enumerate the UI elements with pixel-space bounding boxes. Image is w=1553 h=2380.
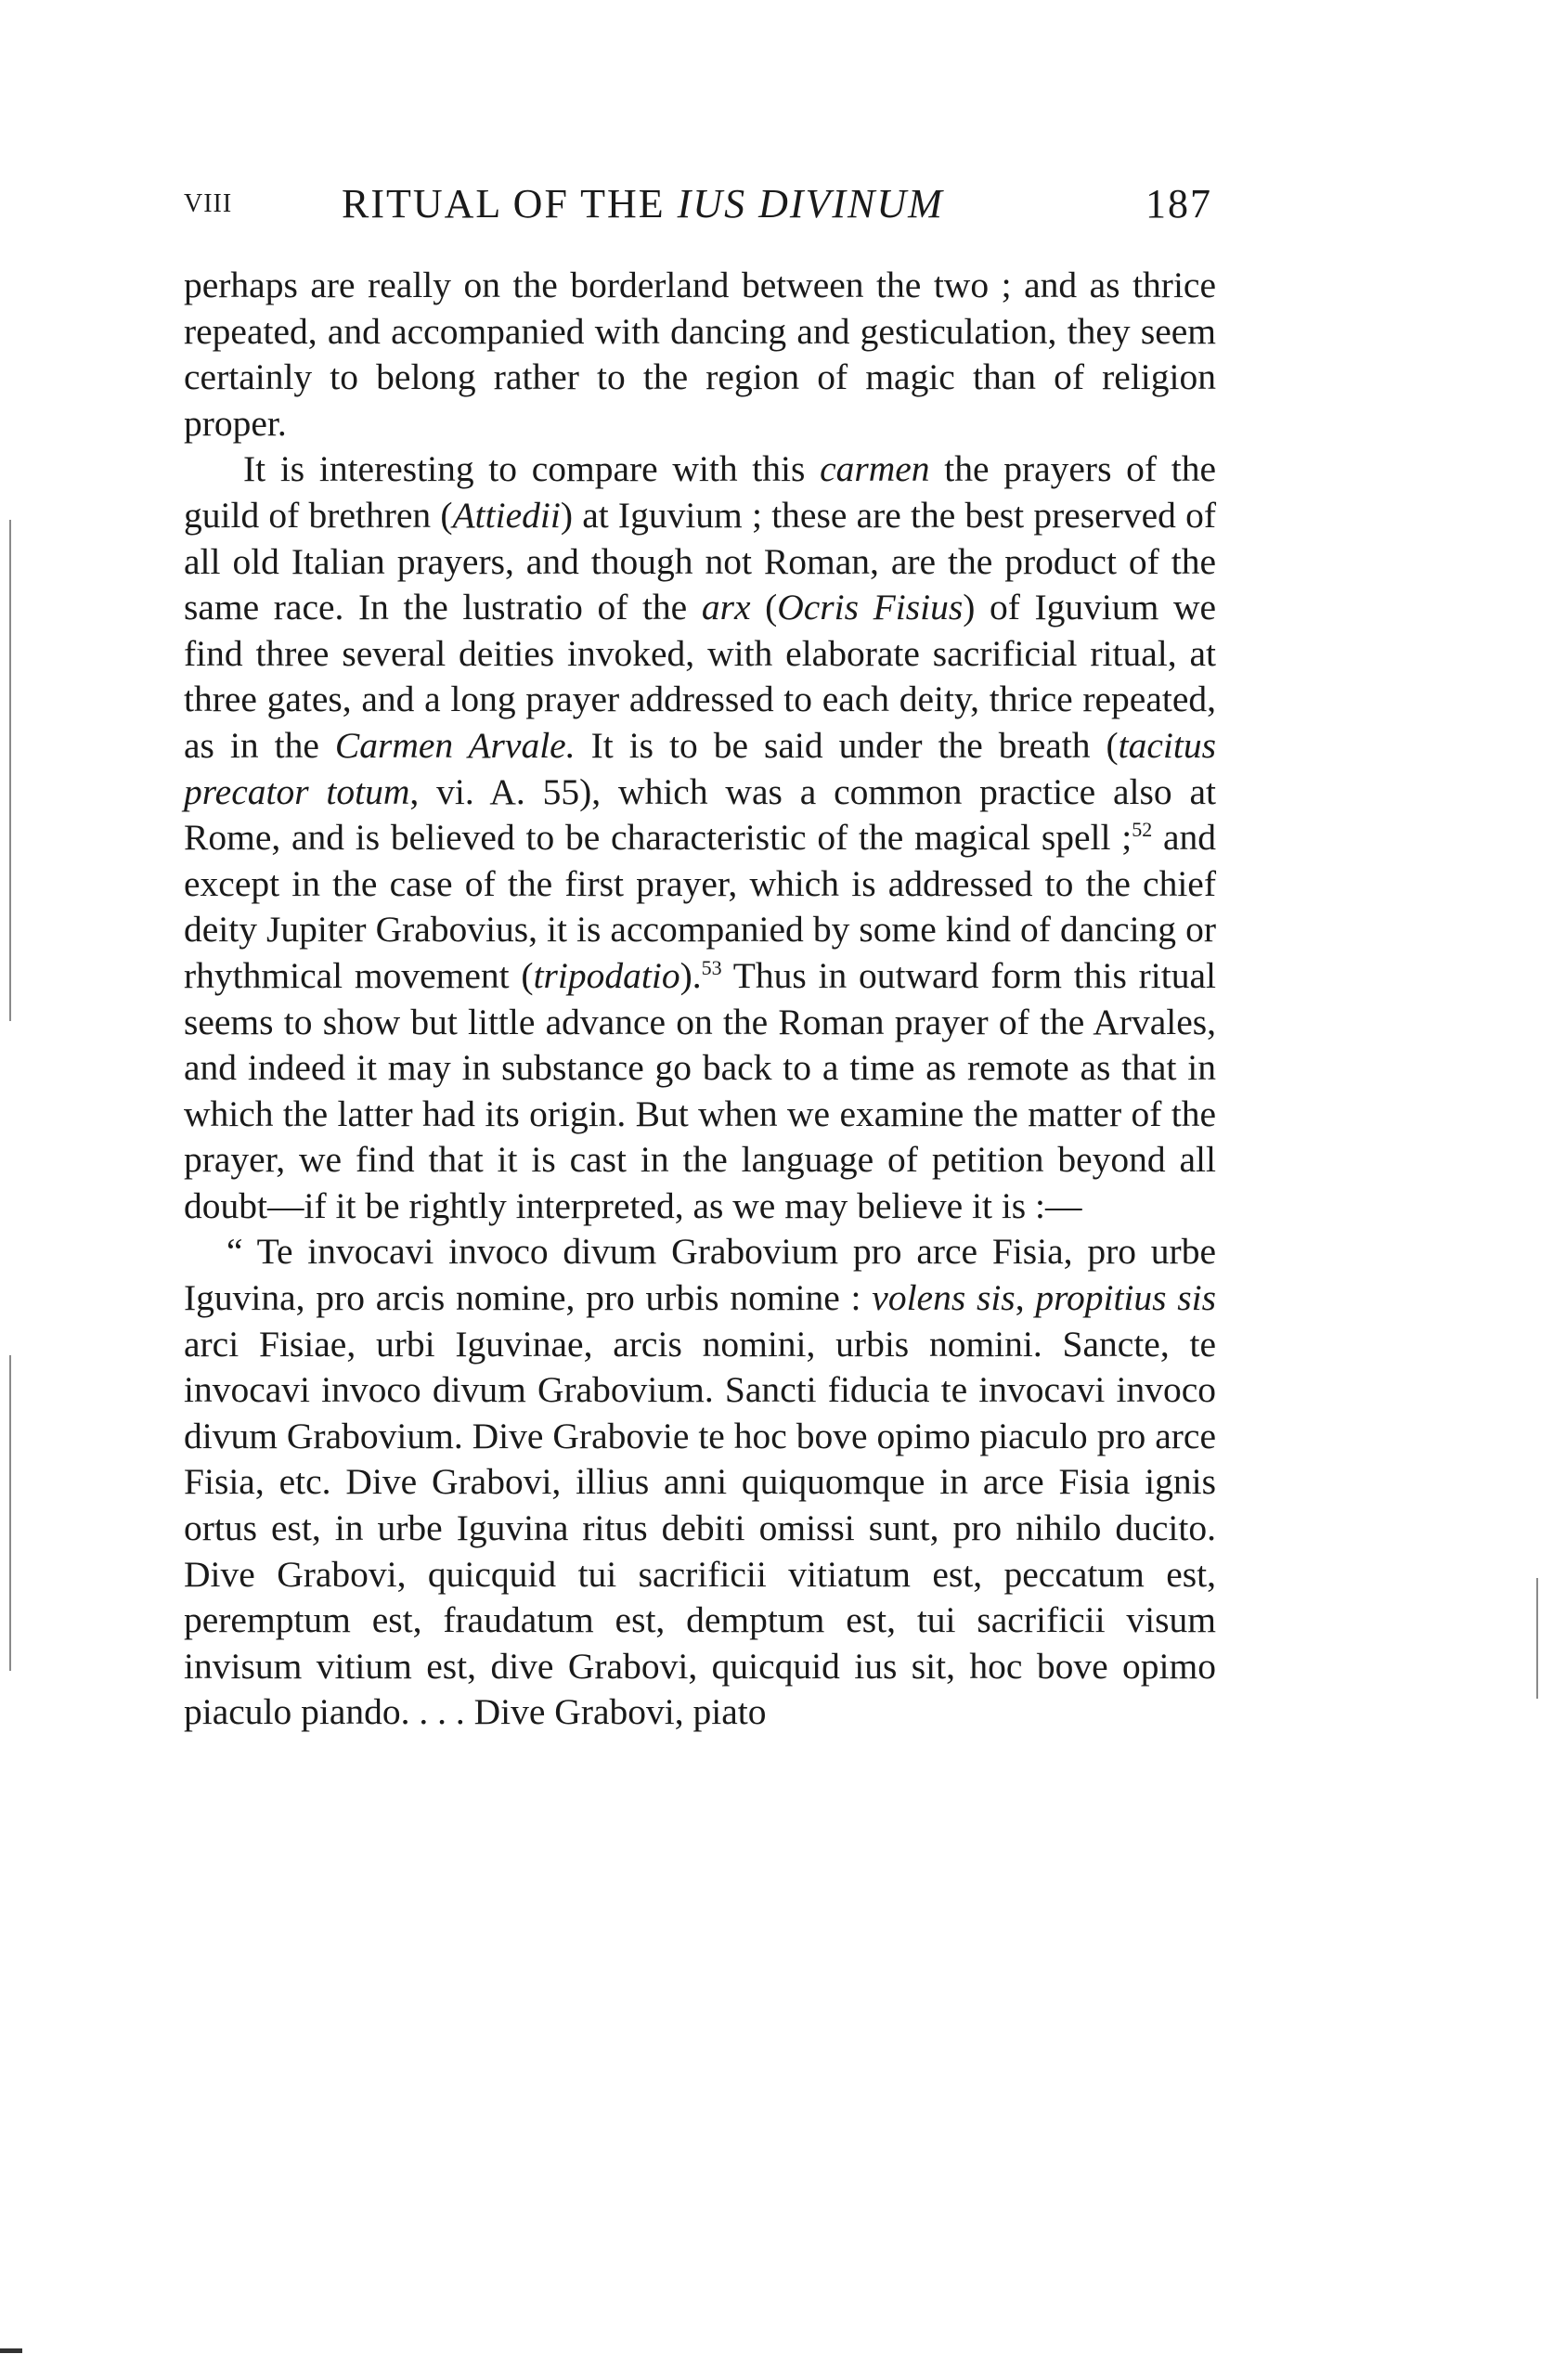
italic-text: Attiedii (452, 494, 561, 536)
text-run: and except in the case of the first prayer, which is addressed to the chief deity Jupiter Grabovius, it is accompanied by some kind of dancing or rhythmical movement ( (184, 817, 1216, 996)
chapter-number: VIII (184, 189, 233, 218)
text-run: arci Fisiae, urbi Iguvinae, arcis nomini, urbis nomini. Sancte, te invocavi invoco divum Grabovium. Sancti fiducia te invocavi invoco divum Grabovium. Dive Grabovie te hoc bove opimo piaculo pro arce Fisia, etc. Dive Grabovi, illius anni quiquomque in arce Fisia ignis ortus est, in urbe Iguvina ritus debiti omissi sunt, pro nihilo ducito. Dive Grabovi, quicquid tui sacrificii vitiatum est, peccatum est, peremptum est, fraudatum est, demptum est, tui sacrificii visum invisum vitium est, dive Grabovi, quicquid ius sit, hoc bove opimo piaculo piando. . . . Dive Grabovi, piato (184, 1323, 1216, 1733)
footnote-reference: 52 (1132, 818, 1153, 842)
italic-text: arx (701, 587, 751, 628)
text-run: the prayers of the guild of brethren ( (184, 448, 1216, 536)
scan-mark-bottom-left (0, 2348, 22, 2353)
italic-text: Carmen Arvale. (334, 724, 576, 766)
scan-margin-line (9, 520, 11, 1021)
text-run: ( (750, 587, 778, 628)
text-run: It is interesting to compare with this (243, 448, 821, 490)
body-text (184, 263, 1216, 1736)
italic-text: tripodatio (533, 954, 680, 996)
paragraph-1 (184, 263, 1216, 446)
italic-text: volens sis (872, 1277, 1016, 1319)
running-title (342, 176, 944, 232)
text-run: Thus in outward form this ritual seems to show but little advance on the Roman prayer of the Arvales, and indeed it may in substance go back to a time as remote as that in which the latter had its origin. But when we examine the matter of the prayer, we find that it is cast in the language of petition beyond all doubt—if it be rightly interpreted, as we may believe it is :— (184, 954, 1216, 1226)
text-run: , vi. A. 55), which was a common practice also at Rome, and is believed to be characteristic of the magical spell ; (184, 770, 1216, 859)
paragraph-2 (184, 446, 1216, 1229)
page-number: 187 (1145, 181, 1212, 226)
text-run: ) at Iguvium ; these are the best preserved of all old Italian prayers, and though not Roman, are the product of the same race. In the lustratio of the (184, 494, 1216, 628)
text-run: perhaps are really on the borderland between the two ; and as thrice repeated, and accompanied with dancing and gesticulation, they seem certainly to belong rather to the region of magic than of religion proper. (184, 265, 1216, 444)
scan-margin-line-lower (9, 1355, 11, 1671)
italic-text: propitius sis (1035, 1277, 1217, 1319)
running-title-plain: RITUAL OF THE (342, 181, 678, 226)
text-run: It is to be said under the breath ( (575, 724, 1119, 766)
paragraph-3-quotation (184, 1229, 1216, 1736)
italic-text: Ocris Fisius (777, 587, 964, 628)
text-run: ). (679, 954, 702, 996)
italic-text: tacitus precator totum (184, 724, 1216, 812)
text-run: , (1015, 1277, 1036, 1319)
text-run: “ Te invocavi invoco divum Grabovium pro arce Fisia, pro urbe Iguvina, pro arcis nomine, pro urbis nomine : (184, 1231, 1216, 1319)
italic-text: carmen (820, 448, 930, 490)
footnote-reference: 53 (701, 955, 722, 979)
text-run: ) of Iguvium we find three several deities invoked, with elaborate sacrificial ritual, at three gates, and a long prayer addressed to each deity, thrice repeated, as in the (184, 587, 1217, 766)
running-title-italic: IUS DIVINUM (677, 181, 944, 226)
scan-mark-right (1536, 1578, 1538, 1699)
running-header (184, 176, 1225, 232)
